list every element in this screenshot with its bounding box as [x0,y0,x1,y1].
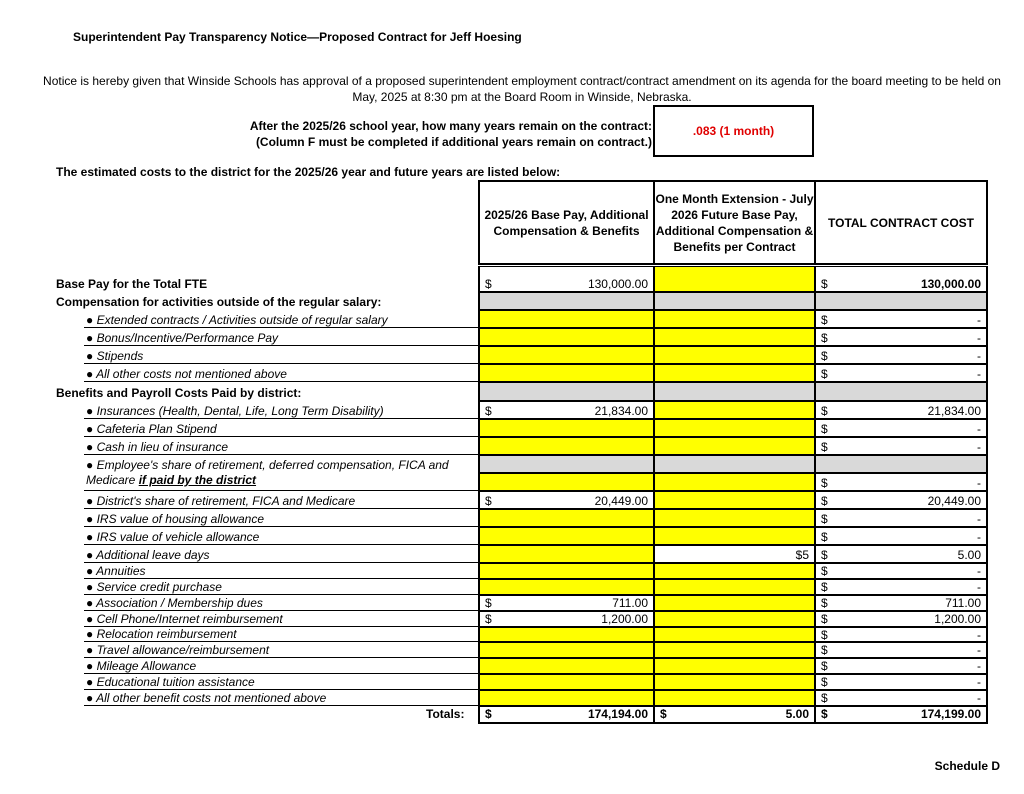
cell-extension[interactable] [653,690,816,706]
currency-symbol: $ [821,612,828,626]
cell-extension[interactable] [653,642,816,658]
cell-value: - [977,643,981,657]
cell-extension[interactable] [653,473,816,491]
cell-total [814,437,988,455]
question-line-2: (Column F must be completed if additional years remain on contract.) [255,135,652,149]
cell-value: - [977,313,981,327]
cell-base-pay[interactable] [478,658,655,674]
row-label: ● Relocation reimbursement [86,627,237,641]
totals-cell-base-pay [478,706,655,724]
cell-extension[interactable] [653,563,816,579]
cell-total [814,266,988,292]
cell-base-pay[interactable] [478,579,655,595]
cell-base-pay[interactable] [478,401,655,419]
cell-base-pay[interactable] [478,328,655,346]
cell-total [814,611,988,627]
cell-value: - [977,476,981,490]
row-label [86,458,449,488]
currency-symbol: $ [821,564,828,578]
currency-symbol: $ [821,476,828,490]
cell-total [814,579,988,595]
currency-symbol: $ [821,659,828,673]
cell-base-pay[interactable] [478,563,655,579]
row-underline [84,673,479,674]
cell-value: - [977,580,981,594]
currency-symbol: $ [485,596,492,610]
cell-total [814,346,988,364]
row-underline [84,381,479,382]
cell-extension[interactable] [653,545,816,563]
row-underline [84,705,479,706]
cell-base-pay[interactable] [478,346,655,364]
row-underline [84,363,479,364]
cell-total [814,690,988,706]
cell-value: 5.00 [957,548,981,562]
cell-total [814,491,988,509]
cell-total [814,364,988,382]
currency-symbol: $ [821,580,828,594]
totals-value: 174,194.00 [587,707,648,721]
cell-value: - [977,349,981,363]
row-underline [84,610,479,611]
cell-value: - [977,422,981,436]
currency-symbol: $ [821,367,828,381]
currency-symbol: $ [821,331,828,345]
cell-extension[interactable] [653,611,816,627]
cell-total [814,310,988,328]
row-underline [84,508,479,509]
totals-value: 174,199.00 [920,707,981,721]
currency-symbol: $ [660,707,667,721]
row-underline [84,544,479,545]
cell-total [814,595,988,611]
cell-base-pay[interactable] [478,473,655,491]
cell-extension[interactable] [653,627,816,642]
cell-extension[interactable] [653,266,816,292]
years-remaining-answer: .083 (1 month) [653,105,814,157]
cell-base-pay[interactable] [478,674,655,690]
cell-value: - [977,530,981,544]
row-label: ● Mileage Allowance [86,659,197,673]
row-label: ● Additional leave days [86,548,210,562]
cell-base-pay[interactable] [478,595,655,611]
cell-extension[interactable] [653,509,816,527]
estimate-heading: The estimated costs to the district for the 2025/26 year and future years are listed below: [56,165,561,179]
currency-symbol: $ [821,675,828,689]
row-underline [84,345,479,346]
cell-base-pay[interactable] [478,509,655,527]
row-label: ● All other costs not mentioned above [86,367,287,381]
currency-symbol: $ [821,707,828,721]
row-underline [84,578,479,579]
cell-value: - [977,675,981,689]
cell-extension[interactable] [653,595,816,611]
cell-value: 20,449.00 [927,494,981,508]
cell-value: - [977,659,981,673]
row-underline [84,657,479,658]
column-border [478,266,480,724]
row-label: Base Pay for the Total FTE [56,277,208,291]
row-label-line [86,473,449,488]
cell-total [814,509,988,527]
totals-label: Totals: [426,707,465,721]
cell-base-pay[interactable] [478,690,655,706]
cell-total [814,545,988,563]
cell-base-pay[interactable] [478,642,655,658]
row-underline [84,454,479,455]
currency-symbol: $ [821,404,828,418]
contract-question [160,118,652,150]
cell-extension[interactable] [653,579,816,595]
question-line-1: After the 2025/26 school year, how many years remain on the contract: [249,119,652,133]
currency-symbol: $ [485,404,492,418]
cell-extension[interactable] [653,437,816,455]
row-label: ● Extended contracts / Activities outside of regular salary [86,313,388,327]
cell-extension[interactable] [653,310,816,328]
cell-extension[interactable] [653,328,816,346]
row-label: ● All other benefit costs not mentioned above [86,691,327,705]
cell-total [814,627,988,642]
cell-total [814,563,988,579]
cell-value: 21,834.00 [927,404,981,418]
currency-symbol: $ [485,494,492,508]
row-label: Compensation for activities outside of the regular salary: [56,295,382,309]
row-label-text: Medicare [86,473,139,487]
row-label: ● Insurances (Health, Dental, Life, Long Term Disability) [86,404,384,418]
cell-total [814,419,988,437]
cell-base-pay[interactable] [478,437,655,455]
cell-base-pay[interactable] [478,545,655,563]
section-band [478,292,988,310]
row-underline [84,562,479,563]
row-label: ● Stipends [86,349,144,363]
row-label: ● Annuities [86,564,146,578]
row-label: ● Cell Phone/Internet reimbursement [86,612,283,626]
cell-base-pay[interactable] [478,527,655,545]
row-label: ● IRS value of vehicle allowance [86,530,260,544]
row-underline [84,436,479,437]
currency-symbol: $ [821,494,828,508]
cell-value: - [977,367,981,381]
cell-value: 1,200.00 [934,612,981,626]
totals-cell-total [814,706,988,724]
currency-symbol: $ [821,440,828,454]
cell-value: - [977,691,981,705]
cell-total [814,527,988,545]
column-border [653,266,655,724]
row-underline [84,689,479,690]
row-underline [84,490,479,491]
row-label-emphasis: if paid by the district [138,473,257,487]
cell-value: 711.00 [612,596,648,610]
cell-value: - [977,512,981,526]
row-label: ● Cafeteria Plan Stipend [86,422,217,436]
cell-extension[interactable] [653,346,816,364]
cell-extension[interactable] [653,419,816,437]
currency-symbol: $ [821,691,828,705]
currency-symbol: $ [485,707,492,721]
row-underline [84,418,479,419]
currency-symbol: $ [485,612,492,626]
row-label: ● Educational tuition assistance [86,675,255,689]
cell-base-pay[interactable] [478,611,655,627]
row-underline [84,641,479,642]
column-header-extension: One Month Extension - July 2026 Future Base Pay, Additional Compensation & Benefits per Contract [653,180,816,265]
cell-extension[interactable] [653,401,816,419]
cell-value: 130,000.00 [587,277,648,291]
cell-total [814,658,988,674]
cell-value: 21,834.00 [594,404,648,418]
currency-symbol: $ [821,596,828,610]
currency-symbol: $ [821,548,828,562]
cell-value: - [977,628,981,642]
currency-symbol: $ [821,422,828,436]
cell-extension[interactable] [653,674,816,690]
schedule-label: Schedule D [934,759,1000,773]
cell-base-pay[interactable] [478,627,655,642]
currency-symbol: $ [821,313,828,327]
currency-symbol: $ [821,628,828,642]
row-label: Benefits and Payroll Costs Paid by district: [56,386,302,400]
currency-symbol: $ [821,277,828,291]
cell-extension[interactable] [653,658,816,674]
column-border [986,266,988,724]
currency-symbol: $ [821,530,828,544]
cell-value: $5 [795,548,809,562]
cell-value: - [977,440,981,454]
cell-extension[interactable] [653,364,816,382]
cell-extension[interactable] [653,527,816,545]
cell-value: 711.00 [945,596,981,610]
notice-text: Notice is hereby given that Winside Schools has approval of a proposed superintendent employment contract/contract amendment on its agenda for the board meeting to be held on May, 2025 at 8:30 pm at the Board Room in Winside, Nebraska. [43,74,1001,104]
currency-symbol: $ [485,277,492,291]
cell-extension[interactable] [653,491,816,509]
row-label: ● Travel allowance/reimbursement [86,643,270,657]
row-label: ● Association / Membership dues [86,596,263,610]
cell-total [814,328,988,346]
row-underline [84,526,479,527]
cell-total [814,642,988,658]
section-band [478,455,988,473]
cell-base-pay[interactable] [478,491,655,509]
row-underline [84,594,479,595]
currency-symbol: $ [821,512,828,526]
row-label: ● Cash in lieu of insurance [86,440,228,454]
cell-value: 130,000.00 [920,277,981,291]
cell-total [814,473,988,491]
cell-base-pay[interactable] [478,364,655,382]
row-underline [84,327,479,328]
totals-value: 5.00 [785,707,809,721]
totals-cell-extension [653,706,816,724]
cell-base-pay[interactable] [478,266,655,292]
column-header-base-pay: 2025/26 Base Pay, Additional Compensation & Benefits [478,180,655,265]
cell-value: - [977,331,981,345]
column-header-total: TOTAL CONTRACT COST [814,180,988,265]
row-label-line: ● Employee's share of retirement, deferred compensation, FICA and [86,458,449,472]
cell-total [814,401,988,419]
section-band [478,382,988,401]
cell-base-pay[interactable] [478,419,655,437]
cell-total [814,674,988,690]
column-border [814,266,816,724]
row-label: ● Bonus/Incentive/Performance Pay [86,331,279,345]
row-label: ● District's share of retirement, FICA and Medicare [86,494,356,508]
cell-value: 20,449.00 [594,494,648,508]
currency-symbol: $ [821,643,828,657]
cell-base-pay[interactable] [478,310,655,328]
currency-symbol: $ [821,349,828,363]
row-label: ● IRS value of housing allowance [86,512,265,526]
row-label: ● Service credit purchase [86,580,222,594]
cell-value: - [977,564,981,578]
cell-value: 1,200.00 [601,612,648,626]
page-title: Superintendent Pay Transparency Notice—Proposed Contract for Jeff Hoesing [73,30,522,44]
